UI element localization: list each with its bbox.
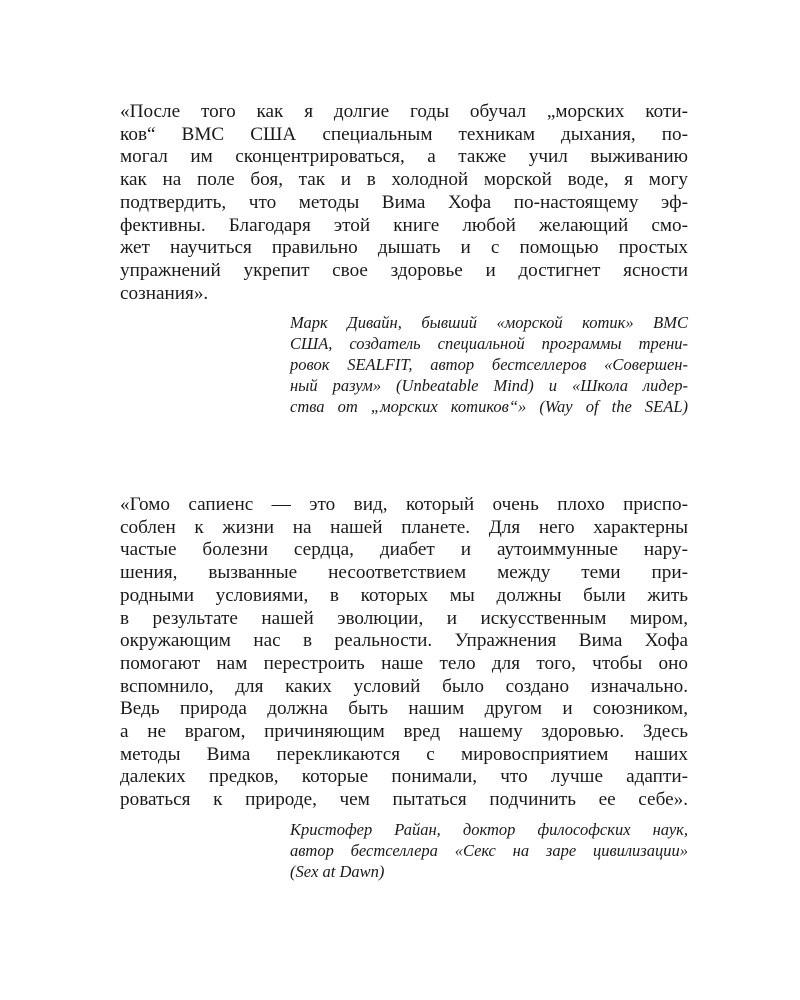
quote-text — [120, 494, 688, 812]
quote-line: Ведь природа должна быть нашим другом и союзником, — [120, 698, 688, 720]
quote-line: «После того как я долгие годы обучал „морских коти- — [120, 101, 688, 122]
quote-line: упражнений укрепит свое здоровье и достигнет ясности — [120, 259, 688, 281]
quote-line: далеких предков, которые понимали, что лучше адапти- — [120, 766, 688, 788]
quote-line: в результате нашей эволюции, и искусственным миром, — [120, 607, 688, 629]
attribution-line: Марк Дивайн, бывший «морской котик» ВМС — [290, 313, 688, 333]
quote-line: окружающим нас в реальности. Упражнения Вима Хофа — [120, 630, 688, 652]
quote-line: частые болезни сердца, диабет и аутоиммунные нару- — [120, 539, 688, 561]
quote-attribution — [120, 819, 688, 882]
quote-line: родными условиями, в которых мы должны были жить — [120, 584, 688, 606]
quote-block-ryan — [120, 494, 688, 882]
quote-line: помогают нам перестроить наше тело для того, чтобы оно — [120, 652, 688, 674]
attribution-line: (Sex at Dawn) — [290, 861, 385, 881]
quote-line: методы Вима перекликаются с мировосприятием наших — [120, 743, 688, 765]
quote-line: фективны. Благодаря этой книге любой желающий смо- — [120, 214, 688, 236]
quote-line: «Гомо сапиенс — это вид, который очень плохо приспо- — [120, 494, 688, 515]
quote-line: подтвердить, что методы Вима Хофа по-настоящему эф- — [120, 191, 688, 213]
attribution-line: ства от „морских котиков“» (Way of the SEAL) — [290, 397, 688, 417]
quote-attribution — [120, 312, 688, 417]
quote-line: сознания». — [120, 282, 209, 304]
attribution-line: Кристофер Райан, доктор философских наук, — [290, 819, 688, 839]
quote-line: как на поле боя, так и в холодной морской воде, я могу — [120, 169, 688, 191]
quote-line: вспомнило, для каких условий было создано изначально. — [120, 675, 688, 697]
attribution-line: автор бестселлера «Секс на заре цивилизации» — [290, 840, 688, 860]
quote-line: жет научиться правильно дышать и с помощью простых — [120, 237, 688, 259]
quote-text — [120, 101, 688, 305]
attribution-line: США, создатель специальной программы трени- — [290, 334, 688, 354]
quote-line: ков“ ВМС США специальным техникам дыхания, по- — [120, 123, 688, 145]
attribution-line: ровок SEALFIT, автор бестселлеров «Совершен- — [290, 355, 688, 375]
quote-line: могал им сконцентрироваться, а также учил выживанию — [120, 146, 688, 168]
quote-line: а не врагом, причиняющим вред нашему здоровью. Здесь — [120, 721, 688, 743]
quote-line: соблен к жизни на нашей планете. Для него характерны — [120, 516, 688, 538]
quote-block-devine — [120, 101, 688, 417]
quote-line: роваться к природе, чем пытаться подчинить ее себе». — [120, 789, 688, 811]
attribution-line: ный разум» (Unbeatable Mind) и «Школа лидер- — [290, 376, 688, 396]
quote-line: шения, вызванные несоответствием между теми при- — [120, 562, 688, 584]
